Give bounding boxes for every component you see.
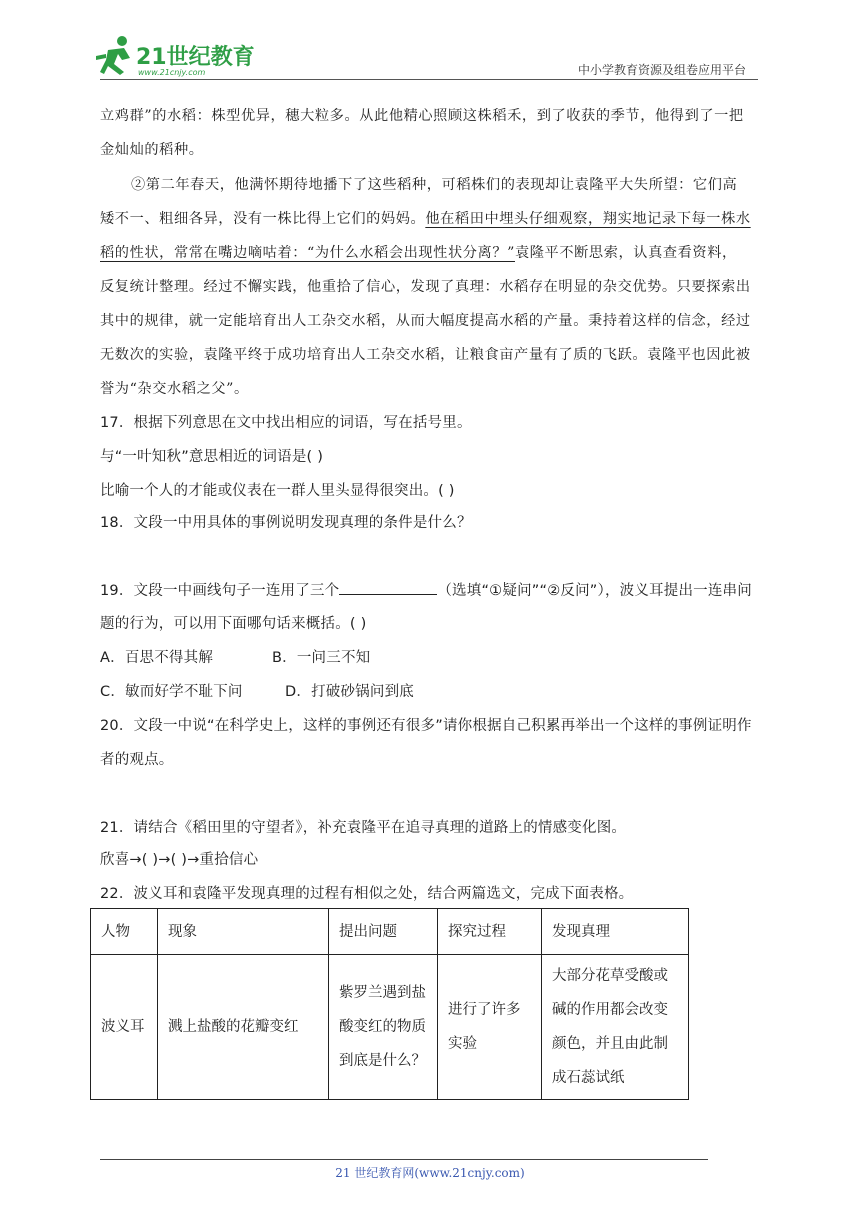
table-header-cell: 人物 (91, 909, 158, 955)
question-17-item-b: 比喻一个人的才能或仪表在一群人里头显得很突出。( ) (100, 483, 455, 499)
table-header-cell: 现象 (158, 909, 329, 955)
footer-text: 21 世纪教育网(www.21cnjy.com) (335, 1166, 525, 1180)
footer-divider (100, 1159, 708, 1160)
passage-line (100, 209, 751, 229)
passage-line: 金灿灿的稻种。 (100, 142, 204, 158)
passage-line (100, 243, 737, 263)
table-cell: 紫罗兰遇到盐酸变红的物质到底是什么？ (329, 955, 438, 1100)
passage-text: 袁隆平不断思索，认真查看资料， (514, 245, 737, 261)
question-17-item-a: 与“一叶知秋”意思相近的词语是( ) (100, 449, 324, 465)
option-a: A．百思不得其解 (100, 650, 214, 666)
option-b: B．一问三不知 (272, 650, 371, 666)
header-divider (100, 79, 758, 80)
passage-line: 立鸡群”的水稻：株型优异，穗大粒多。从此他精心照顾这株稻禾，到了收获的季节，他得到了一把 (100, 108, 744, 124)
table-cell: 进行了许多实验 (438, 955, 542, 1100)
passage-line: 无数次的实验，袁隆平终于成功培育出人工杂交水稻，让粮食亩产量有了质的飞跃。袁隆平也因此被 (100, 347, 751, 363)
question-21: 21．请结合《稻田里的守望者》，补充袁隆平在追寻真理的道路上的情感变化图。 (100, 820, 627, 836)
passage-line: 其中的规律，就一定能培育出人工杂交水稻，从而大幅度提高水稻的产量。秉持着这样的信念，经过 (100, 313, 751, 329)
table-cell: 波义耳 (91, 955, 158, 1100)
question-18: 18．文段一中用具体的事例说明发现真理的条件是什么？ (100, 515, 472, 531)
platform-name: 中小学教育资源及组卷应用平台 (578, 63, 747, 77)
table-row (91, 955, 689, 1100)
question-20-line2: 者的观点。 (100, 752, 174, 768)
table-header-row (91, 909, 689, 955)
question-20: 20．文段一中说“在科学史上，这样的事例还有很多”请你根据自己积累再举出一个这样的事例证明作 (100, 718, 752, 734)
answer-blank[interactable] (339, 580, 437, 595)
underlined-sentence: 他在稻田中埋头仔细观察，翔实地记录下每一株水 (425, 211, 751, 227)
table-cell: 大部分花草受酸或碱的作用都会改变颜色，并且由此制成石蕊试纸 (542, 955, 689, 1100)
question-19 (100, 580, 752, 601)
passage-text: 矮不一、粗细各异，没有一株比得上它们的妈妈。 (100, 211, 426, 227)
comparison-table (90, 908, 689, 1100)
question-17: 17．根据下列意思在文中找出相应的词语，写在括号里。 (100, 415, 472, 431)
question-19-line2: 题的行为，可以用下面哪句话来概括。( ) (100, 616, 367, 632)
passage-line: 反复统计整理。经过不懈实践，他重拾了信心，发现了真理：水稻存在明显的杂交优势。只要探索出 (100, 279, 751, 295)
option-d: D．打破砂锅问到底 (285, 684, 414, 700)
question-21-chain: 欣喜→( )→( )→重拾信心 (100, 852, 259, 868)
logo-url: www.21cnjy.com (138, 68, 206, 77)
table-cell: 溅上盐酸的花瓣变红 (158, 955, 329, 1100)
table-header-cell: 发现真理 (542, 909, 689, 955)
question-22: 22．波义耳和袁隆平发现真理的过程有相似之处，结合两篇选文，完成下面表格。 (100, 886, 634, 902)
underlined-sentence: 稻的性状，常常在嘴边嘀咕着：“为什么水稻会出现性状分离？” (100, 245, 515, 261)
table-header-cell: 探究过程 (438, 909, 542, 955)
question-19-text-cont: （选填“①疑问”“②反问”），波义耳提出一连串问 (437, 583, 752, 599)
question-19-text: 19．文段一中画线句子一连用了三个 (100, 583, 340, 599)
passage-line: ②第二年春天，他满怀期待地播下了这些稻种，可稻株们的表现却让袁隆平大失所望：它们高 (131, 177, 738, 193)
option-c: C．敏而好学不耻下问 (100, 684, 243, 700)
passage-line: 誉为“杂交水稻之父”。 (100, 381, 249, 397)
table-header-cell: 提出问题 (329, 909, 438, 955)
logo-text: 21世纪教育 (136, 45, 255, 70)
site-logo (94, 34, 259, 78)
